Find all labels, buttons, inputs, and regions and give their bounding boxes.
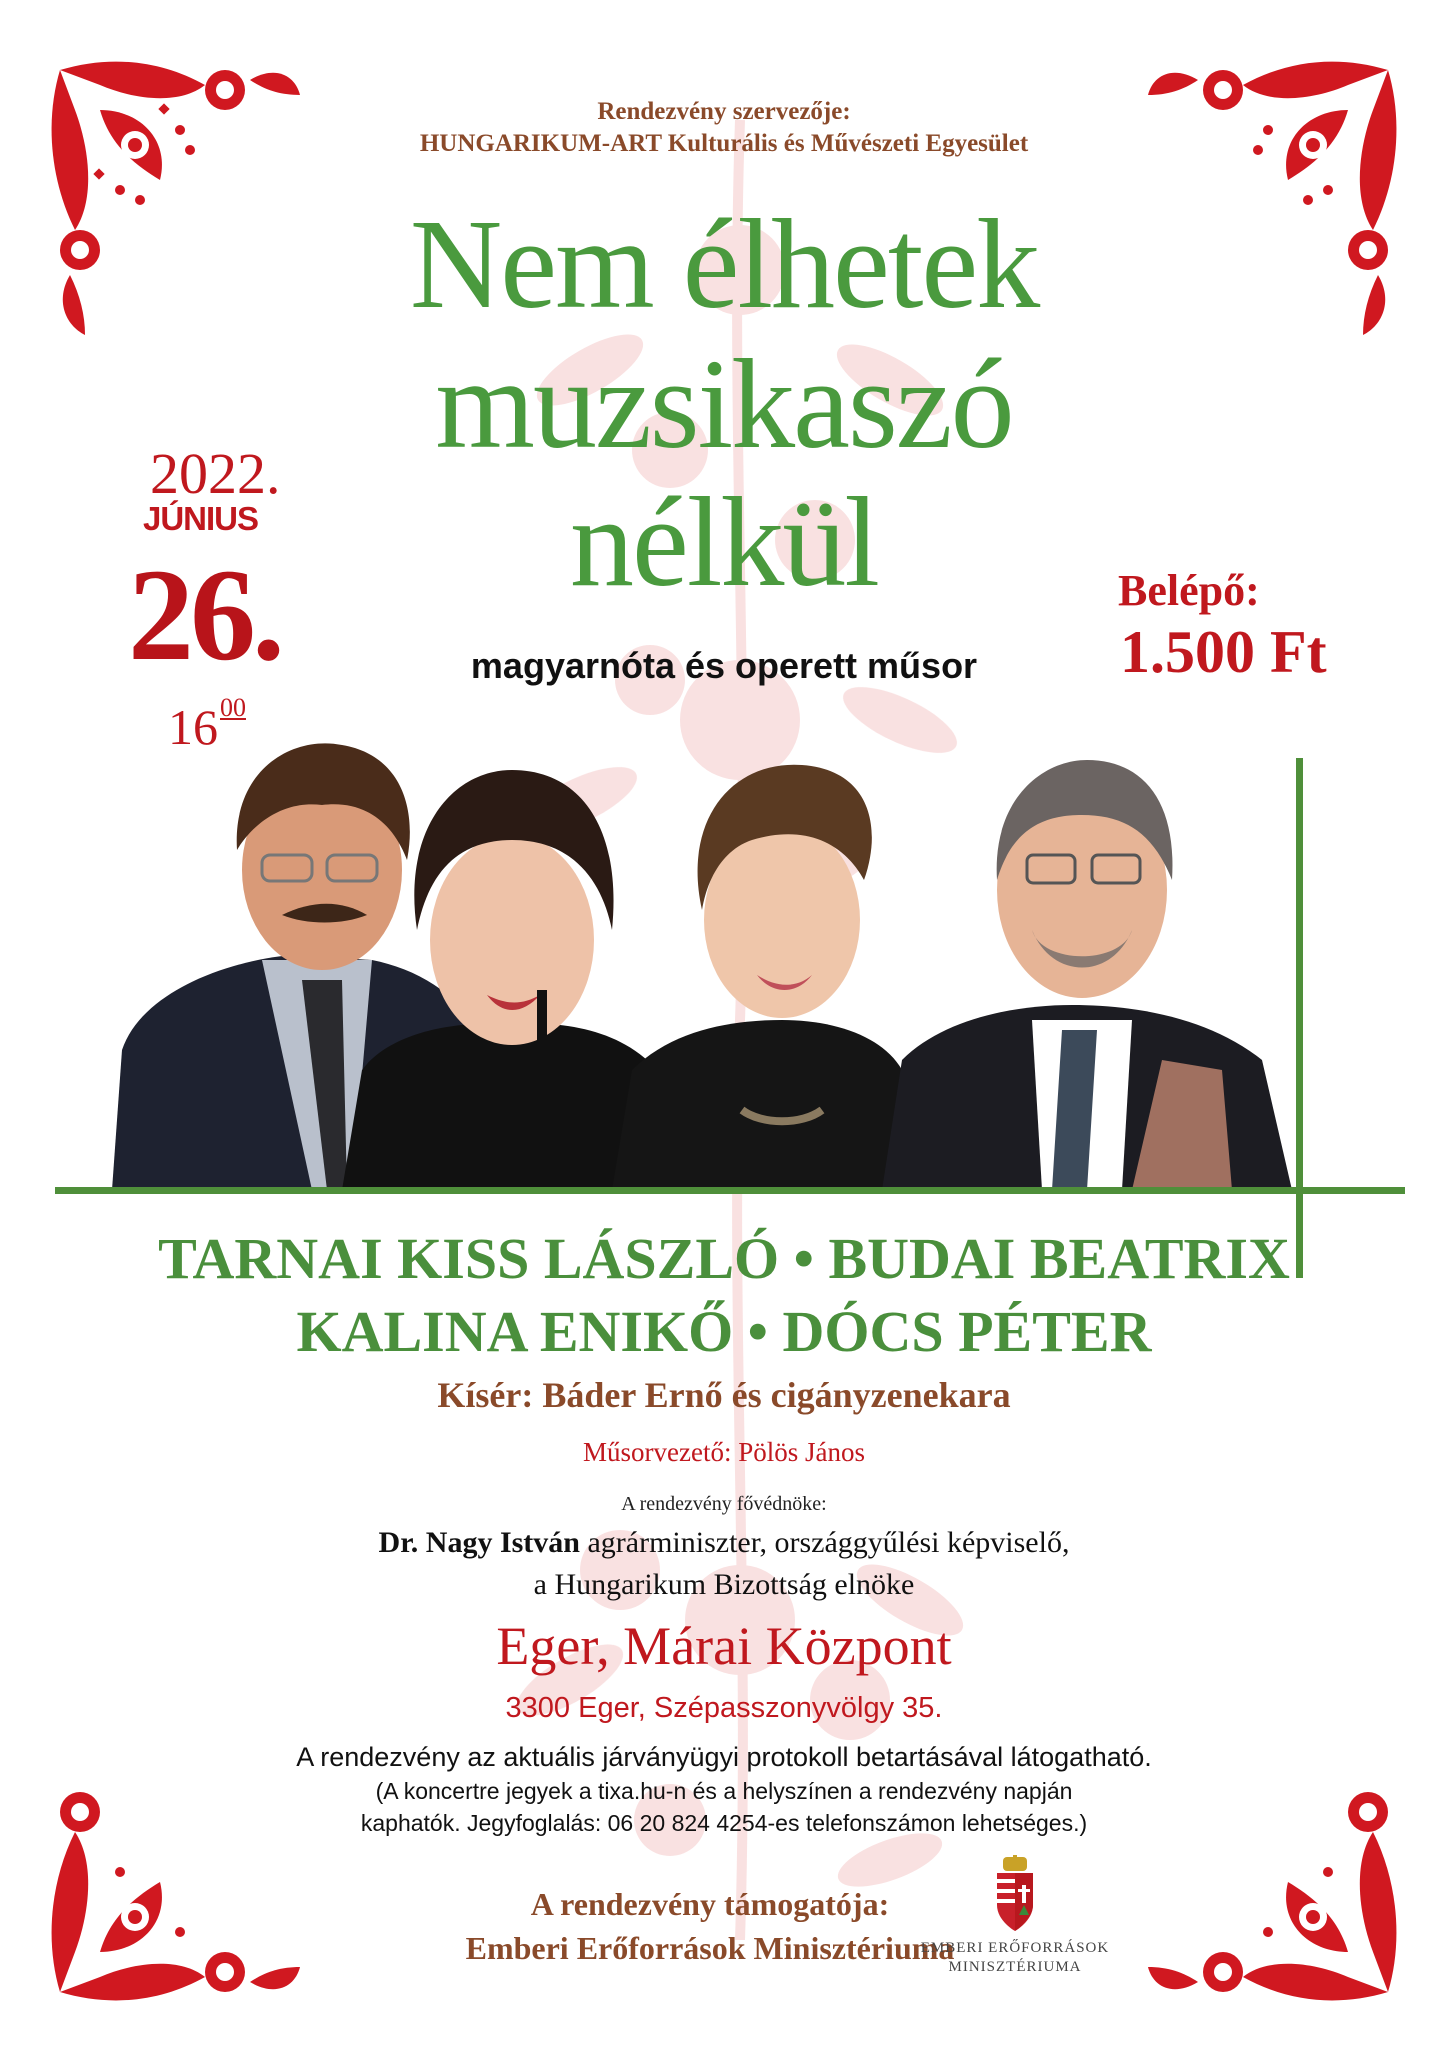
date-day: 26. xyxy=(128,541,281,688)
venue-name: Eger, Márai Központ xyxy=(496,1616,952,1676)
protocol-notice: A rendezvény az aktuális járványügyi protokoll betartásával látogatható. xyxy=(296,1742,1152,1772)
ministry-logo-line-2: MINISZTÉRIUMA xyxy=(948,1958,1082,1975)
title-line-3: nélkül xyxy=(570,471,878,613)
patron-line-1 xyxy=(0,1526,1448,1560)
performer-photo-4 xyxy=(882,760,1292,1190)
performers-line-1: TARNAI KISS LÁSZLÓ • BUDAI BEATRIX xyxy=(158,1226,1290,1291)
accompaniment: Kísér: Báder Ernő és cigányzenekara xyxy=(437,1375,1011,1415)
patron-label: A rendezvény fővédnöke: xyxy=(621,1493,827,1515)
host: Műsorvezető: Pölös János xyxy=(583,1437,865,1467)
patron-name: Dr. Nagy István xyxy=(378,1526,580,1559)
green-divider-vertical xyxy=(1296,758,1303,1278)
organizer-name: HUNGARIKUM-ART Kulturális és Művészeti Egyesület xyxy=(419,130,1029,157)
sponsor-name: Emberi Erőforrások Minisztériuma xyxy=(465,1930,955,1966)
date-year: 2022. xyxy=(150,441,281,506)
patron-title: agrárminiszter, országgyűlési képviselő, xyxy=(579,1526,1070,1559)
price-label: Belépő: xyxy=(1118,566,1260,615)
tickets-notice-line-1: (A koncertre jegyek a tixa.hu-n és a helyszínen a rendezvény napján xyxy=(375,1778,1073,1804)
title-line-2: muzsikaszó xyxy=(435,333,1013,475)
performers-photo xyxy=(112,730,1302,1190)
tickets-notice-line-2: kaphatók. Jegyfoglalás: 06 20 824 4254-es telefonszámon lehetséges.) xyxy=(360,1810,1088,1836)
hungarian-coat-of-arms-icon xyxy=(993,1855,1037,1935)
organizer-label: Rendezvény szervezője: xyxy=(597,98,851,125)
patron-line-2: a Hungarikum Bizottság elnöke xyxy=(533,1568,915,1601)
time-hour: 16 xyxy=(168,699,218,755)
sponsor-label: A rendezvény támogatója: xyxy=(530,1886,890,1922)
title-line-1: Nem élhetek xyxy=(409,193,1039,335)
ministry-logo xyxy=(915,1855,1115,2005)
green-divider-horizontal xyxy=(55,1187,1405,1194)
performers-line-2: KALINA ENIKŐ • DÓCS PÉTER xyxy=(296,1299,1152,1364)
ministry-logo-line-1: EMBERI ERŐFORRÁSOK xyxy=(920,1940,1110,1956)
subtitle: magyarnóta és operett műsor xyxy=(470,645,978,686)
performer-photo-3 xyxy=(612,765,917,1190)
time-minute: 00 xyxy=(220,693,246,722)
price-value: 1.500 Ft xyxy=(1120,619,1327,685)
venue-address: 3300 Eger, Szépasszonyvölgy 35. xyxy=(505,1692,943,1724)
date-month: JÚNIUS xyxy=(143,500,259,537)
